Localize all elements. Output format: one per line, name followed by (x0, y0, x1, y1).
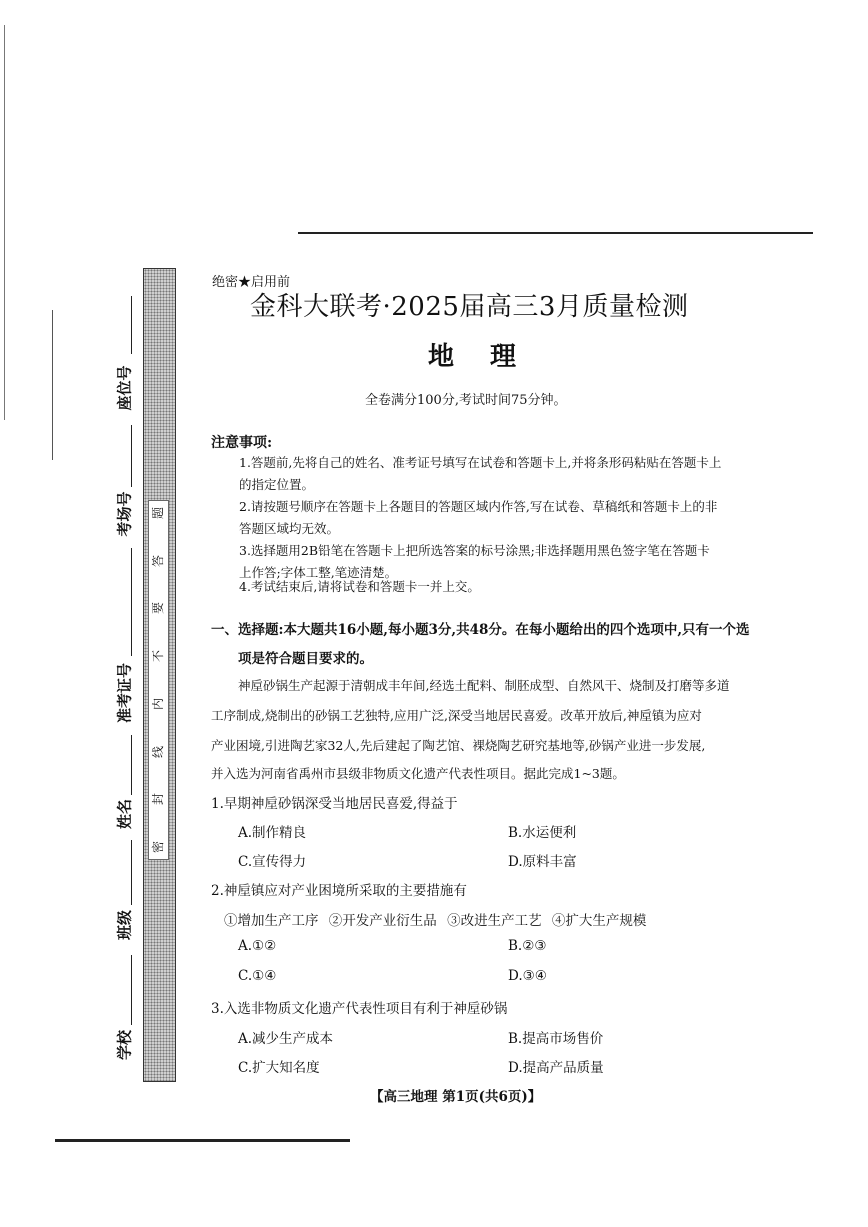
ticket-field-line[interactable] (131, 548, 132, 656)
answer-option[interactable]: D.原料丰富 (508, 854, 577, 870)
passage-line: 并入选为河南省禹州市县级非物质文化遗产代表性项目。据此完成1~3题。 (211, 766, 625, 781)
question-stem: 1.早期神垕砂锅深受当地居民喜爱,得益于 (211, 796, 458, 812)
name-field-line[interactable] (131, 735, 132, 795)
note-line: 上作答;字体工整,笔迹清楚。 (239, 565, 398, 580)
class-label: 班级 (115, 909, 134, 941)
scan-edge-left (4, 25, 5, 420)
class-field-line[interactable] (131, 840, 132, 905)
scan-edge-bottom (55, 1139, 350, 1142)
answer-option[interactable]: D.提高产品质量 (508, 1060, 604, 1076)
room-field-line[interactable] (131, 425, 132, 487)
answer-option[interactable]: C.①④ (238, 968, 277, 984)
passage-line: 神垕砂锅生产起源于清朝成丰年间,经选土配料、制胚成型、自然风干、烧制及打磨等多道 (238, 678, 730, 693)
note-line: 3.选择题用2B铅笔在答题卡上把所选答案的标号涂黑;非选择题用黑色签字笔在答题卡 (239, 543, 710, 558)
note-line: 的指定位置。 (239, 477, 315, 492)
seat-field-line[interactable] (131, 296, 132, 354)
answer-option[interactable]: B.②③ (508, 938, 547, 954)
full-mark-note: 全卷满分100分,考试时间75分钟。 (365, 393, 567, 408)
name-label: 姓名 (115, 798, 134, 830)
subject-title: 地理 (428, 342, 553, 372)
seat-label: 座位号 (115, 365, 134, 411)
note-line: 4.考试结束后,请将试卷和答题卡一并上交。 (239, 579, 480, 594)
exam-title: 金科大联考·2025届高三3月质量检测 (250, 292, 689, 322)
answer-option[interactable]: B.水运便利 (508, 825, 577, 841)
question-choices: ①增加生产工序 ②开发产业衍生品 ③改进生产工艺 ④扩大生产规模 (224, 913, 647, 929)
question-stem: 3.入选非物质文化遗产代表性项目有利于神垕砂锅 (211, 1001, 508, 1017)
scan-edge-top (298, 232, 813, 234)
passage-line: 工序制成,烧制出的砂锅工艺独特,应用广泛,深受当地居民喜爱。改革开放后,神垕镇为应对 (211, 708, 702, 723)
binding-char: 封 (151, 793, 166, 806)
binding-notice (148, 500, 169, 860)
binding-char: 答 (151, 554, 166, 567)
binding-char: 题 (151, 506, 166, 520)
secret-tag: 绝密★启用前 (212, 275, 291, 290)
section-heading: 一、选择题:本大题共16小题,每小题3分,共48分。在每小题给出的四个选项中,只有一个选 (211, 622, 750, 638)
binding-char: 不 (151, 650, 166, 663)
school-label: 学校 (115, 1029, 134, 1061)
answer-option[interactable]: B.提高市场售价 (508, 1031, 604, 1047)
question-stem: 2.神垕镇应对产业困境所采取的主要措施有 (211, 883, 467, 899)
section-heading-cont: 项是符合题目要求的。 (238, 651, 373, 667)
binding-char: 内 (151, 697, 166, 710)
binding-char: 线 (151, 745, 166, 758)
answer-option[interactable]: A.制作精良 (238, 825, 307, 841)
notes-heading: 注意事项: (211, 435, 273, 451)
note-line: 答题区域均无效。 (239, 521, 340, 536)
page-footer: 【高三地理 第1页(共6页)】 (370, 1089, 542, 1105)
binding-char: 要 (151, 602, 166, 615)
passage-line: 产业困境,引进陶艺家32人,先后建起了陶艺馆、裸烧陶艺研究基地等,砂锅产业进一步发展, (211, 738, 706, 753)
binding-char: 密 (151, 840, 166, 853)
answer-option[interactable]: C.宣传得力 (238, 854, 307, 870)
ticket-label: 准考证号 (115, 662, 134, 724)
answer-option[interactable]: A.减少生产成本 (238, 1031, 334, 1047)
answer-option[interactable]: C.扩大知名度 (238, 1060, 320, 1076)
note-line: 1.答题前,先将自己的姓名、准考证号填写在试卷和答题卡上,并将条形码粘贴在答题卡上 (239, 455, 722, 470)
scan-edge-left-inner (52, 310, 53, 460)
answer-option[interactable]: D.③④ (508, 968, 547, 984)
room-label: 考场号 (115, 491, 134, 537)
school-field-line[interactable] (131, 955, 132, 1025)
note-line: 2.请按题号顺序在答题卡上各题目的答题区域内作答,写在试卷、草稿纸和答题卡上的非 (239, 499, 718, 514)
answer-option[interactable]: A.①② (238, 938, 277, 954)
